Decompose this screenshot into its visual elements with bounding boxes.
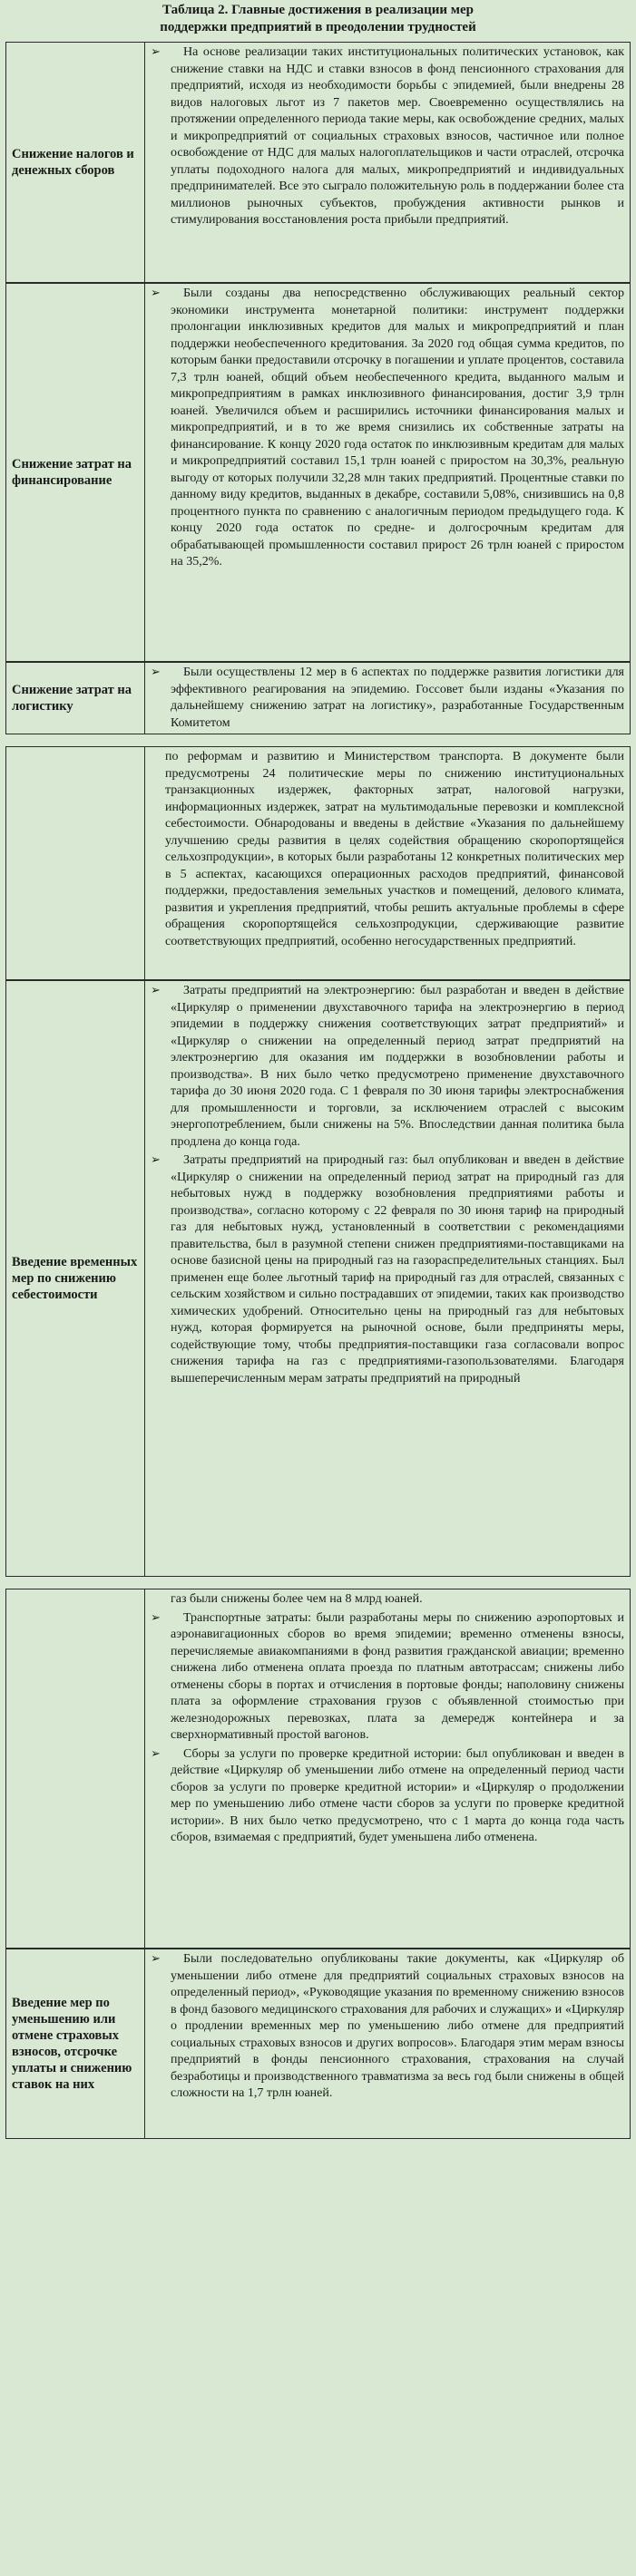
row-label-empty — [6, 1589, 145, 1948]
row-content — [145, 1949, 630, 2138]
table-row-logistics-continuation — [5, 746, 631, 980]
table-title-line-2: поддержки предприятий в преодолении трудностей — [160, 20, 476, 34]
row-content — [145, 747, 630, 979]
item-text: Были осуществлены 12 мер в 6 аспектах по поддержке развития логистики для эффективного реагирования на эпидемию. Госсовет были изданы «Указания по дальнейшему снижению затрат на логистику», разработанные Государственным Комитетом — [171, 666, 624, 730]
row-content — [145, 663, 630, 734]
row-label: Введение мер по уменьшению или отмене страховых взносов, отсрочке уплаты и снижению ставок на них — [6, 1949, 145, 2138]
item-text: Транспортные затраты: были разработаны меры по снижению аэропортовых и аэронавигационных сборов во время эпидемии; временно отменены взносы, перечисляемые авиакомпаниями в фонд развития гражданской авиации; временно снижена либо отменена оплата проезда по платным автотрассам; снижены либо отменены сборы в портах и отчисления в портовые фонды; наполовину снижены плата за оформление страхования грузов с объявленной стоимостью при железнодорожных перевозках, плата за демередж контейнера и за сверхнормативный простой вагонов. — [171, 1610, 624, 1742]
arrow-bullet-icon: ➢ — [151, 1746, 161, 1761]
row-content — [145, 981, 630, 1576]
list-item — [151, 1746, 624, 1847]
row-label: Введение временных мер по снижению себестоимости — [6, 981, 145, 1576]
table-row-tax-reduction — [5, 42, 631, 283]
arrow-bullet-icon: ➢ — [151, 984, 161, 997]
row-label: Снижение затрат на логистику — [6, 663, 145, 734]
item-text: Были последовательно опубликованы такие документы, как «Циркуляр об уменьшении либо отмене для предприятий социальных страховых взносов на определенный период», «Руководящие указания по временному снижению взносов в фонд базового медицинского страхования для рабочих и служащих» и «Циркуляр о продлении временных мер по уменьшению либо отмене для предприятий социальных страховых взносов и других вопросов». Благодаря этим мерам взносы предприятий в фонды пенсионного страхования, страхования на случай безработицы и производственного травматизма за весь год были снижены в общей сложности на 1,7 трлн юаней. — [171, 1952, 624, 2100]
arrow-bullet-icon: ➢ — [151, 666, 161, 679]
row-label-empty — [6, 747, 145, 979]
table-title — [0, 0, 636, 40]
item-text: На основе реализации таких институциональных политических установок, как снижение ставки на НДС и ставки взносов в фонд пенсионного страхования для предприятий, исходя из необходимости борьбы с эпидемией, были внедрены 28 видов налоговых льгот из 7 пакетов мер. Своевременно осуществлялись на протяжении определенного периода такие меры, как освобождение средних, малых и микропредприятий от социальных страховых взносов, частичное или полное освобождение от НДС для малых налогоплательщиков и части отраслей, отсрочка уплаты подоходного налога для малых, микропредприятий и индивидуальных предпринимателей. Все это сыграло положительную роль в поддержании более ста миллионов рыночных субъектов, пробуждения активности рынков и стимулирования восстановления роста прибыли предприятий. — [171, 45, 624, 227]
item-text: газ были снижены более чем на 8 млрд юаней. — [171, 1592, 423, 1606]
table-row-temporary-measures — [5, 980, 631, 1577]
list-item — [151, 1610, 624, 1745]
arrow-bullet-icon: ➢ — [151, 287, 161, 300]
table-row-financing-costs — [5, 283, 631, 662]
list-item — [151, 983, 624, 1151]
table-row-logistics-costs — [5, 662, 631, 734]
item-text: Затраты предприятий на природный газ: был опубликован и введен в действие «Циркуляр о снижении на определенный период затрат на природный газ для небытовых нужд в поддержку возобновления предприятиями работы и производства», согласно которому с 22 февраля по 30 июня тариф на природный газ для небытовых нужд, установленный в соответствии с рекомендациями правительства, был в разумной степени снижен предприятиями-поставщиками на основе базисной цены на природный газ на газораспределительных станциях. Был применен еще более льготный тариф на природный газ для отраслей, связанных с сельским хозяйством и сильно пострадавших от эпидемии, таких как производство химических удобрений. Относительно цены на природный газ для небытовых нужд, которая формируется на рыночной основе, были предприняты меры, содействующие тому, чтобы предприятия-поставщики газа согласовали вопрос снижения тарифа на газ с предприятиями-газопользователями. Благодаря вышеперечисленным мерам затраты предприятий на природный — [171, 1153, 624, 1385]
item-text: по реформам и развитию и Министерством транспорта. В документе были предусмотрены 24 политические меры по снижению институциональных транзакционных издержек, факторных затрат, налоговой нагрузки, информационных издержек, затрат на мультимодальные перевозки и комплексной себестоимости. Обнародованы и введены в действие «Указания по дальнейшему улучшению среды развития в целях содействия обращению скоропортящейся сельхозпродукции», в которых были разработаны 12 конкретных политических мер в 5 аспектах, касающихся операционных расходов предприятий, финансовой поддержки, предоставления земельных участков и помещений, делового климата, развития и укрепления предприятий, чтобы решить актуальные проблемы в сфере обращения скоропортящейся сельхозпродукции, сдерживающие развитие соответствующих предприятий, особенно негосударственных предприятий. — [165, 750, 624, 948]
row-label: Снижение затрат на финансирование — [6, 284, 145, 661]
list-item — [151, 1152, 624, 1387]
row-content — [145, 43, 630, 282]
list-item — [151, 1591, 624, 1609]
table-row-temporary-measures-continuation — [5, 1589, 631, 1949]
list-item — [151, 286, 624, 571]
table-row-insurance-contributions — [5, 1949, 631, 2139]
list-item — [151, 665, 624, 732]
arrow-bullet-icon: ➢ — [151, 1610, 161, 1625]
list-item — [151, 44, 624, 229]
arrow-bullet-icon: ➢ — [151, 1952, 161, 1966]
item-text: Были созданы два непосредственно обслуживающих реальный сектор экономики инструмента монетарной политики: инструмент поддержки пролонгации инклюзивных кредитов для малых и микропредприятий и план поддержки необеспеченного кредитования. За 2020 год общая сумма кредитов, по которым банки предоставили отсрочку в погашении и уплате процентов, составила 7,3 трлн юаней, общий объем необеспеченного кредита, выданного малым и микропредприятиям в рамках инклюзивного финансирования, достиг 3,9 трлн юаней. Увеличился объем и расширились источники финансирования малых и микропредприятий, и в то же время снизились их собственные затраты на финансирование. К концу 2020 года остаток по инклюзивным кредитам для малых и микропредприятий составил 15,1 трлн юаней с приростом на 30,3%, реальную выгоду от которых получили 32,28 млн таких предприятий. Процентные ставки по данному виду кредитов, выданных в декабре, составили 5,08%, снизившись на 0,8 процентного пункта по сравнению с аналогичным периодом предыдущего года. К концу 2020 года остаток по средне- и долгосрочным кредитам для обрабатывающей промышленности составил прирост 26 трлн юаней с приростом на 35,2%. — [171, 287, 624, 569]
table-title-line-1: Таблица 2. Главные достижения в реализации мер — [161, 3, 475, 17]
arrow-bullet-icon: ➢ — [151, 45, 161, 59]
item-text: Затраты предприятий на электроэнергию: был разработан и введен в действие «Циркуляр о применении двухставочного тарифа на электроэнергию в период эпидемии в поддержку снижения соответствующих затрат предприятий» и «Циркуляр о снижении на определенный период затрат предприятий на электроэнергию для оказания им поддержки в возобновлении работы и производства». В них было четко предусмотрено применение двухставочного тарифа до 30 июня 2020 года. С 1 февраля по 30 июня тарифы электроснабжения для промышленности и торговли, за исключением отраслей с высоким энергопотреблением, были снижены на 5%. Впоследствии данная политика была продлена до конца года. — [171, 984, 624, 1149]
row-content — [145, 284, 630, 661]
row-label: Снижение налогов и денежных сборов — [6, 43, 145, 282]
item-text: Сборы за услуги по проверке кредитной истории: был опубликован и введен в действие «Циркуляр об уменьшении либо отмене на определенный период части сборов за услуги по проверке кредитной истории» и «Циркуляр о продолжении мер по уменьшению либо отмене части сборов за услуги по проверке кредитной истории». В них было четко предусмотрено, что с 1 марта до конца года часть сборов, взимаемая с предприятий, будет уменьшена либо отменена. — [171, 1746, 624, 1844]
arrow-bullet-icon: ➢ — [151, 1153, 161, 1167]
list-item — [165, 749, 624, 950]
row-content — [145, 1589, 630, 1948]
list-item — [151, 1951, 624, 2103]
